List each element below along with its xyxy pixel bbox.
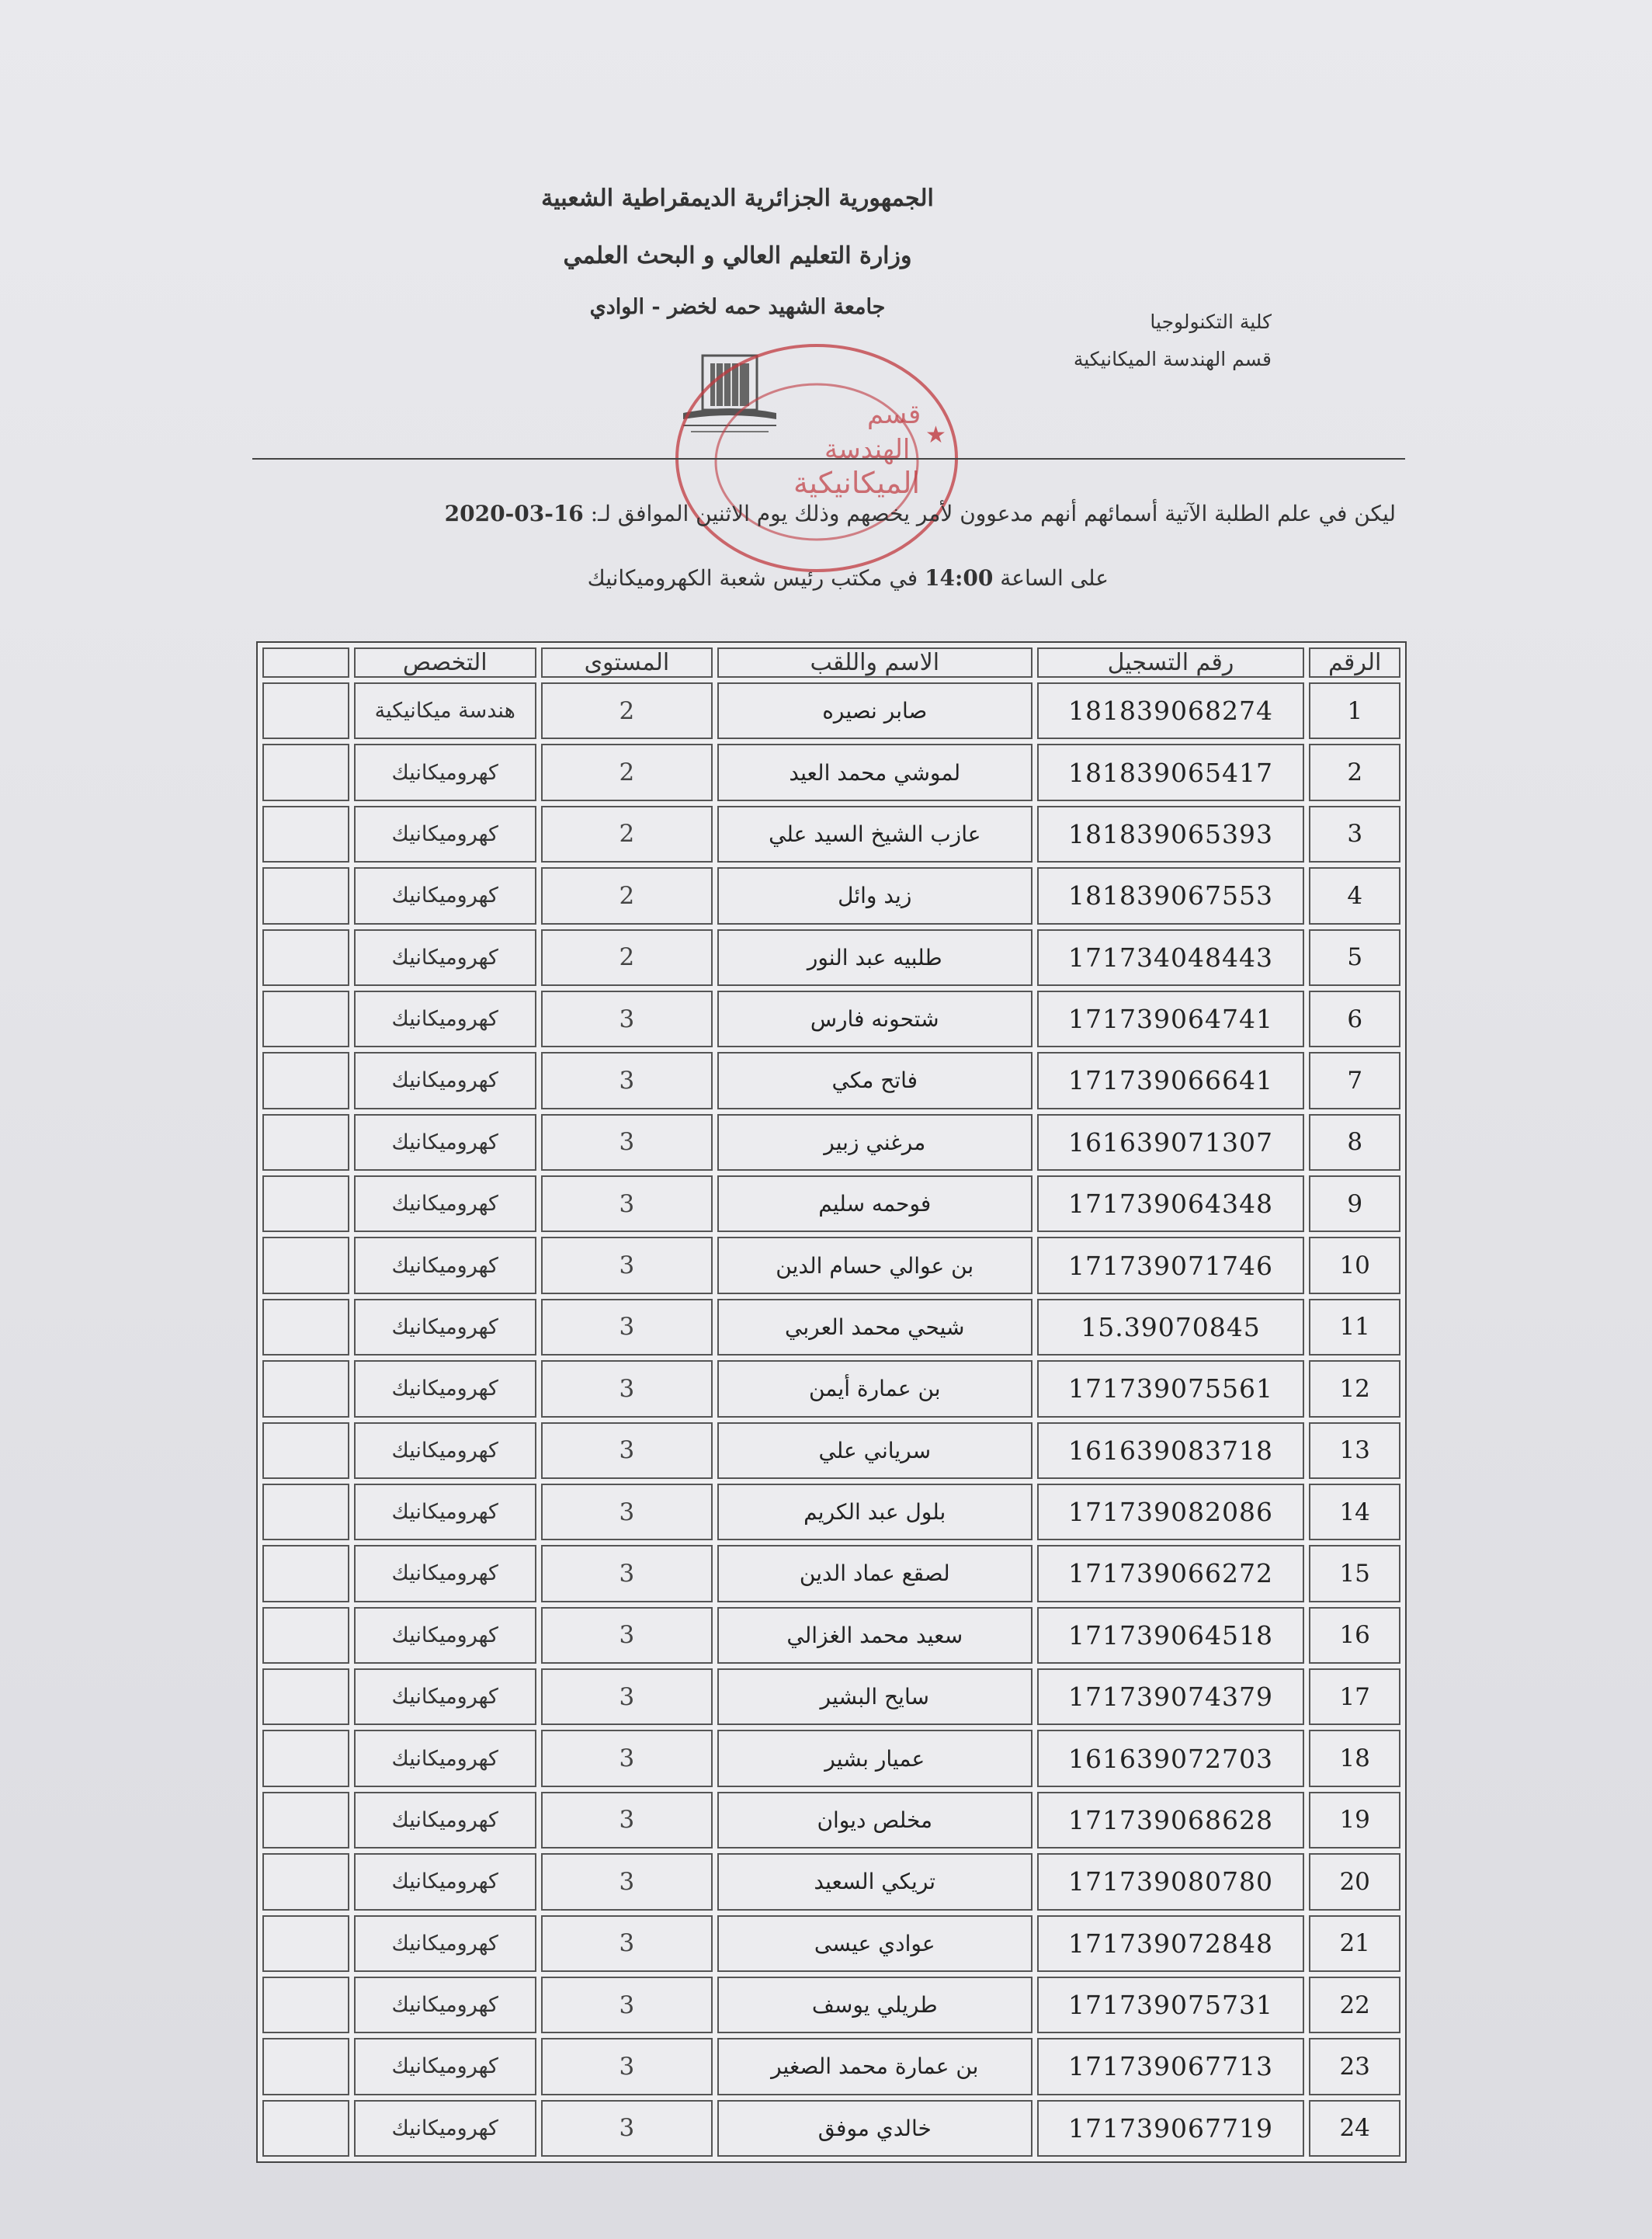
table-row [262,867,1400,924]
cell-blank [262,1792,349,1848]
notice-text: ليكن في علم الطلبة الآتية أسمائهم أنهم مدعوون لأمر يخصهم وذلك يوم الاثنين الموافق لـ: [590,501,1396,526]
cell-name: شيحي محمد العربي [717,1299,1032,1356]
table-row [262,2038,1400,2095]
cell-level: 3 [541,1853,713,1910]
cell-name: تريكي السعيد [717,1853,1032,1910]
cell-registration: 171739068628 [1037,1792,1305,1848]
cell-number: 6 [1309,991,1400,1047]
table-header-row [262,647,1400,678]
svg-text:الهندسة: الهندسة [824,434,911,465]
cell-registration: 181839065417 [1037,744,1305,800]
cell-registration: 171739074379 [1037,1668,1305,1725]
cell-level: 3 [541,1422,713,1479]
table-row [262,1545,1400,1602]
cell-level: 3 [541,1175,713,1232]
cell-blank [262,2100,349,2157]
cell-blank [262,1853,349,1910]
cell-blank [262,991,349,1047]
svg-text:قسم: قسم [867,399,921,430]
cell-registration: 161639083718 [1037,1422,1305,1479]
cell-name: بن عمارة أيمن [717,1360,1032,1417]
cell-registration: 15.39070845 [1037,1299,1305,1356]
cell-specialty: كهروميكانيك [354,1853,536,1910]
cell-blank [262,682,349,739]
department-stamp [669,334,972,575]
cell-number: 5 [1309,929,1400,986]
faculty-name: كلية التكنولوجيا [1150,311,1272,333]
cell-blank [262,1915,349,1972]
cell-number: 14 [1309,1484,1400,1540]
table-row [262,2100,1400,2157]
cell-registration: 171739067719 [1037,2100,1305,2157]
cell-number: 1 [1309,682,1400,739]
university-title: جامعة الشهيد حمه لخضر - الوادي [589,295,886,319]
cell-level: 2 [541,929,713,986]
cell-registration: 171739066641 [1037,1052,1305,1109]
cell-level: 3 [541,1484,713,1540]
table-row [262,1299,1400,1356]
cell-name: زيد وائل [717,867,1032,924]
table-row [262,1422,1400,1479]
cell-registration: 171739072848 [1037,1915,1305,1972]
table-row [262,1484,1400,1540]
cell-name: عوادي عيسى [717,1915,1032,1972]
cell-number: 23 [1309,2038,1400,2095]
svg-text:الميكانيكية: الميكانيكية [793,466,921,500]
cell-level: 3 [541,1977,713,2033]
notice-time-prefix: على الساعة [1000,565,1109,591]
cell-name: سعيد محمد الغزالي [717,1607,1032,1664]
cell-number: 15 [1309,1545,1400,1602]
cell-number: 13 [1309,1422,1400,1479]
notice-line-2 [588,565,1109,591]
cell-level: 3 [541,1915,713,1972]
cell-level: 3 [541,1052,713,1109]
cell-name: مخلص ديوان [717,1792,1032,1848]
cell-blank [262,867,349,924]
cell-registration: 171739082086 [1037,1484,1305,1540]
cell-name: فوحمه سليم [717,1175,1032,1232]
cell-level: 3 [541,991,713,1047]
cell-number: 7 [1309,1052,1400,1109]
cell-name: مرغني زبير [717,1114,1032,1171]
cell-blank [262,1360,349,1417]
cell-registration: 161639072703 [1037,1730,1305,1786]
cell-registration: 171739064518 [1037,1607,1305,1664]
cell-registration: 171739066272 [1037,1545,1305,1602]
table-row [262,744,1400,800]
cell-number: 3 [1309,806,1400,863]
cell-level: 3 [541,1237,713,1293]
cell-name: لصقع عماد الدين [717,1545,1032,1602]
cell-blank [262,1299,349,1356]
cell-registration: 181839068274 [1037,682,1305,739]
cell-specialty: كهروميكانيك [354,1915,536,1972]
table-row [262,929,1400,986]
table-row [262,1360,1400,1417]
cell-specialty: كهروميكانيك [354,2100,536,2157]
cell-blank [262,1977,349,2033]
cell-registration: 171734048443 [1037,929,1305,986]
cell-name: صابر نصيره [717,682,1032,739]
cell-specialty: كهروميكانيك [354,2038,536,2095]
cell-name: لموشي محمد العيد [717,744,1032,800]
cell-number: 18 [1309,1730,1400,1786]
cell-blank [262,1668,349,1725]
cell-number: 2 [1309,744,1400,800]
cell-name: بن عوالي حسام الدين [717,1237,1032,1293]
meeting-time: 14:00 [925,565,994,591]
cell-level: 3 [541,2100,713,2157]
cell-blank [262,1175,349,1232]
cell-specialty: كهروميكانيك [354,744,536,800]
table-row [262,1607,1400,1664]
header-specialty: التخصص [354,647,536,678]
header-divider [252,458,1405,460]
students-table [256,641,1407,2163]
cell-registration: 181839065393 [1037,806,1305,863]
cell-level: 3 [541,1668,713,1725]
cell-name: خالدي موفق [717,2100,1032,2157]
cell-blank [262,1114,349,1171]
notice-location: في مكتب رئيس شعبة الكهروميكانيك [587,565,918,591]
table-row [262,1114,1400,1171]
cell-specialty: كهروميكانيك [354,806,536,863]
header-number: الرقم [1309,647,1400,678]
cell-specialty: كهروميكانيك [354,1792,536,1848]
cell-registration: 171739067713 [1037,2038,1305,2095]
cell-blank [262,1607,349,1664]
cell-specialty: كهروميكانيك [354,1114,536,1171]
cell-level: 3 [541,2038,713,2095]
cell-specialty: كهروميكانيك [354,1545,536,1602]
cell-level: 3 [541,1545,713,1602]
cell-specialty: كهروميكانيك [354,1175,536,1232]
cell-blank [262,1484,349,1540]
cell-specialty: كهروميكانيك [354,1422,536,1479]
table-row [262,1175,1400,1232]
cell-registration: 171739064741 [1037,991,1305,1047]
cell-specialty: كهروميكانيك [354,1237,536,1293]
cell-specialty: كهروميكانيك [354,867,536,924]
cell-number: 12 [1309,1360,1400,1417]
table-row [262,682,1400,739]
cell-number: 17 [1309,1668,1400,1725]
cell-blank [262,806,349,863]
cell-specialty: كهروميكانيك [354,1484,536,1540]
cell-specialty: كهروميكانيك [354,1668,536,1725]
cell-registration: 181839067553 [1037,867,1305,924]
cell-number: 16 [1309,1607,1400,1664]
cell-name: طلبيه عبد النور [717,929,1032,986]
cell-registration: 161639071307 [1037,1114,1305,1171]
cell-specialty: كهروميكانيك [354,991,536,1047]
cell-blank [262,1730,349,1786]
cell-name: بلول عبد الكريم [717,1484,1032,1540]
table-row [262,1237,1400,1293]
cell-specialty: كهروميكانيك [354,1977,536,2033]
meeting-date: 16-03-2020 [444,501,584,526]
table-row [262,991,1400,1047]
header-registration: رقم التسجيل [1037,647,1305,678]
ministry-title: وزارة التعليم العالي و البحث العلمي [563,242,912,269]
cell-level: 3 [541,1730,713,1786]
svg-text:★: ★ [925,422,946,449]
cell-number: 11 [1309,1299,1400,1356]
table-row [262,1052,1400,1109]
cell-number: 24 [1309,2100,1400,2157]
cell-level: 3 [541,1299,713,1356]
cell-level: 2 [541,806,713,863]
cell-registration: 171739071746 [1037,1237,1305,1293]
department-name: قسم الهندسة الميكانيكية [1073,348,1272,370]
cell-number: 21 [1309,1915,1400,1972]
table-row [262,1792,1400,1848]
cell-number: 19 [1309,1792,1400,1848]
header-name: الاسم واللقب [717,647,1032,678]
cell-registration: 171739075561 [1037,1360,1305,1417]
cell-blank [262,929,349,986]
cell-number: 9 [1309,1175,1400,1232]
cell-specialty: كهروميكانيك [354,1607,536,1664]
cell-number: 22 [1309,1977,1400,2033]
cell-level: 2 [541,744,713,800]
cell-number: 20 [1309,1853,1400,1910]
table-row [262,1915,1400,1972]
cell-specialty: كهروميكانيك [354,1730,536,1786]
cell-number: 10 [1309,1237,1400,1293]
cell-blank [262,1422,349,1479]
table-row [262,1977,1400,2033]
cell-specialty: كهروميكانيك [354,1052,536,1109]
table-row [262,1730,1400,1786]
table-row [262,1853,1400,1910]
cell-level: 3 [541,1792,713,1848]
cell-name: عميار بشير [717,1730,1032,1786]
cell-name: فاتح مكي [717,1052,1032,1109]
cell-name: سرياني علي [717,1422,1032,1479]
cell-specialty: كهروميكانيك [354,1299,536,1356]
cell-level: 3 [541,1360,713,1417]
header-level: المستوى [541,647,713,678]
cell-name: شتحونه فارس [717,991,1032,1047]
cell-registration: 171739075731 [1037,1977,1305,2033]
cell-blank [262,2038,349,2095]
cell-blank [262,1545,349,1602]
cell-specialty: هندسة ميكانيكية [354,682,536,739]
header-blank [262,647,349,678]
cell-name: سايح البشير [717,1668,1032,1725]
cell-blank [262,1237,349,1293]
cell-number: 4 [1309,867,1400,924]
cell-number: 8 [1309,1114,1400,1171]
cell-name: طريلي يوسف [717,1977,1032,2033]
cell-name: عازب الشيخ السيد علي [717,806,1032,863]
cell-registration: 171739064348 [1037,1175,1305,1232]
cell-specialty: كهروميكانيك [354,1360,536,1417]
cell-level: 2 [541,682,713,739]
notice-line-1 [445,501,1396,526]
cell-blank [262,744,349,800]
cell-blank [262,1052,349,1109]
table-row [262,806,1400,863]
table-row [262,1668,1400,1725]
cell-name: بن عمارة محمد الصغير [717,2038,1032,2095]
cell-registration: 171739080780 [1037,1853,1305,1910]
republic-title: الجمهورية الجزائرية الديمقراطية الشعبية [541,185,934,212]
cell-level: 3 [541,1114,713,1171]
cell-level: 3 [541,1607,713,1664]
cell-level: 2 [541,867,713,924]
cell-specialty: كهروميكانيك [354,929,536,986]
